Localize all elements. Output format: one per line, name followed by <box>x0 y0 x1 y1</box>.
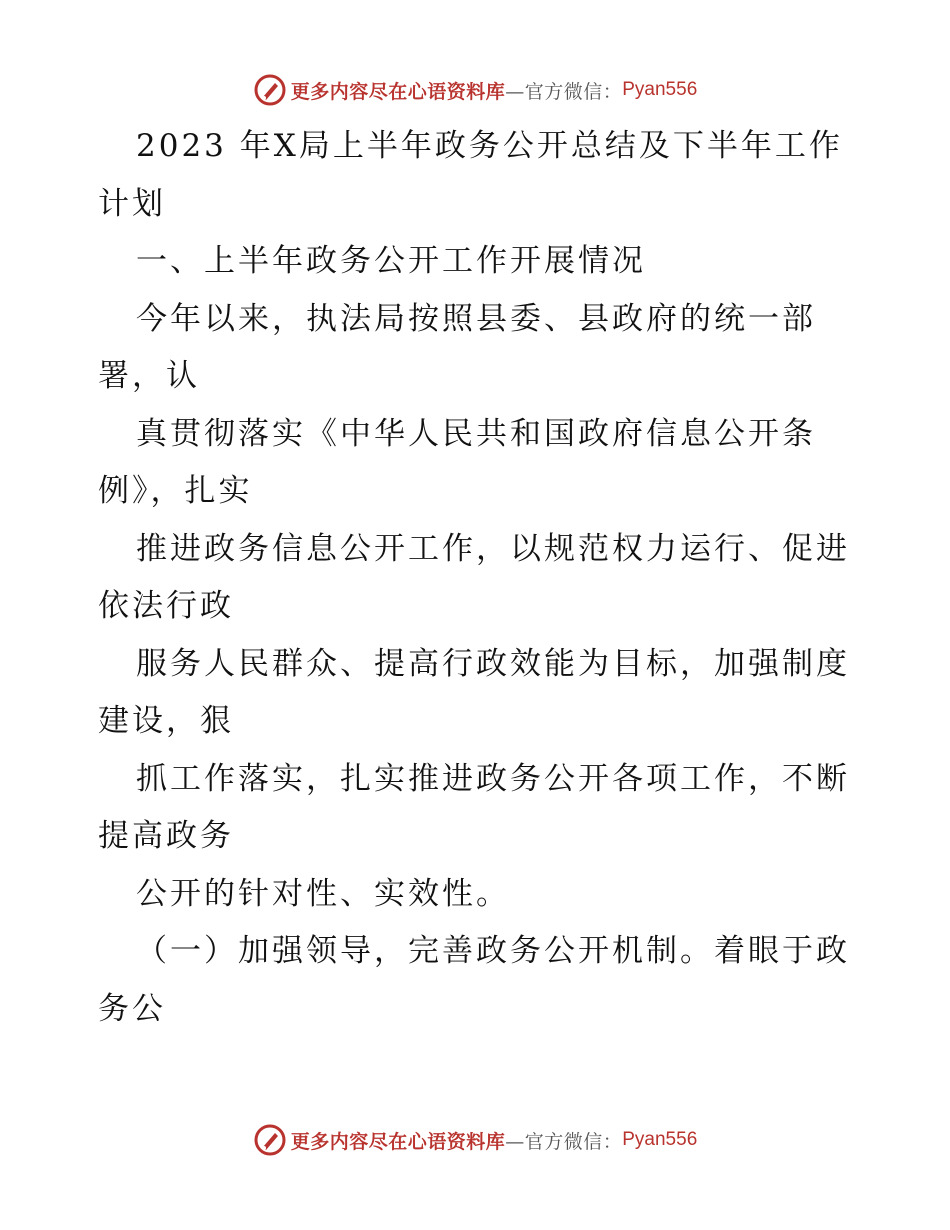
watermark-separator: —官方微信： <box>505 80 623 103</box>
paragraph-line: 提高政务 <box>98 818 234 854</box>
paragraph-line: 真贯彻落实《中华人民共和国政府信息公开条 <box>136 415 816 452</box>
paragraph-line: 例》，扎实 <box>98 473 253 509</box>
paragraph-line: 推进政务信息公开工作，以规范权力运行、促进 <box>136 530 850 567</box>
watermark-text: 更多内容尽在心语资料库 <box>290 1130 506 1153</box>
paragraph-line: 抓工作落实，扎实推进政务公开各项工作，不断 <box>136 760 850 797</box>
subsection-heading: （一）加强领导，完善政务公开机制。着眼于政 <box>136 933 850 969</box>
watermark-separator: —官方微信： <box>505 1130 623 1153</box>
doc-title-line-2: 计划 <box>98 185 166 222</box>
footer-watermark-banner <box>0 1120 950 1160</box>
pen-nib-logo-icon <box>253 73 287 107</box>
pen-nib-logo-icon <box>253 1123 287 1157</box>
document-body <box>98 118 858 1038</box>
paragraph-line: 建设，狠 <box>98 703 234 739</box>
paragraph-line: 今年以来，执法局按照县委、县政府的统一部 <box>136 300 816 337</box>
wechat-id: Pyan556 <box>622 79 698 100</box>
paragraph-line: 署，认 <box>98 358 200 394</box>
paragraph-line: 依法行政 <box>98 588 234 624</box>
paragraph-line: 务公 <box>98 990 166 1027</box>
watermark-text: 更多内容尽在心语资料库 <box>290 80 506 103</box>
paragraph-line: 公开的针对性、实效性。 <box>136 875 510 912</box>
wechat-id: Pyan556 <box>622 1129 698 1150</box>
section-heading: 一、上半年政务公开工作开展情况 <box>136 243 646 279</box>
paragraph-line: 服务人民群众、提高行政效能为目标，加强制度 <box>136 645 850 682</box>
header-watermark-banner <box>0 70 950 110</box>
doc-title-line-1: 2023 年X局上半年政务公开总结及下半年工作 <box>136 128 843 164</box>
